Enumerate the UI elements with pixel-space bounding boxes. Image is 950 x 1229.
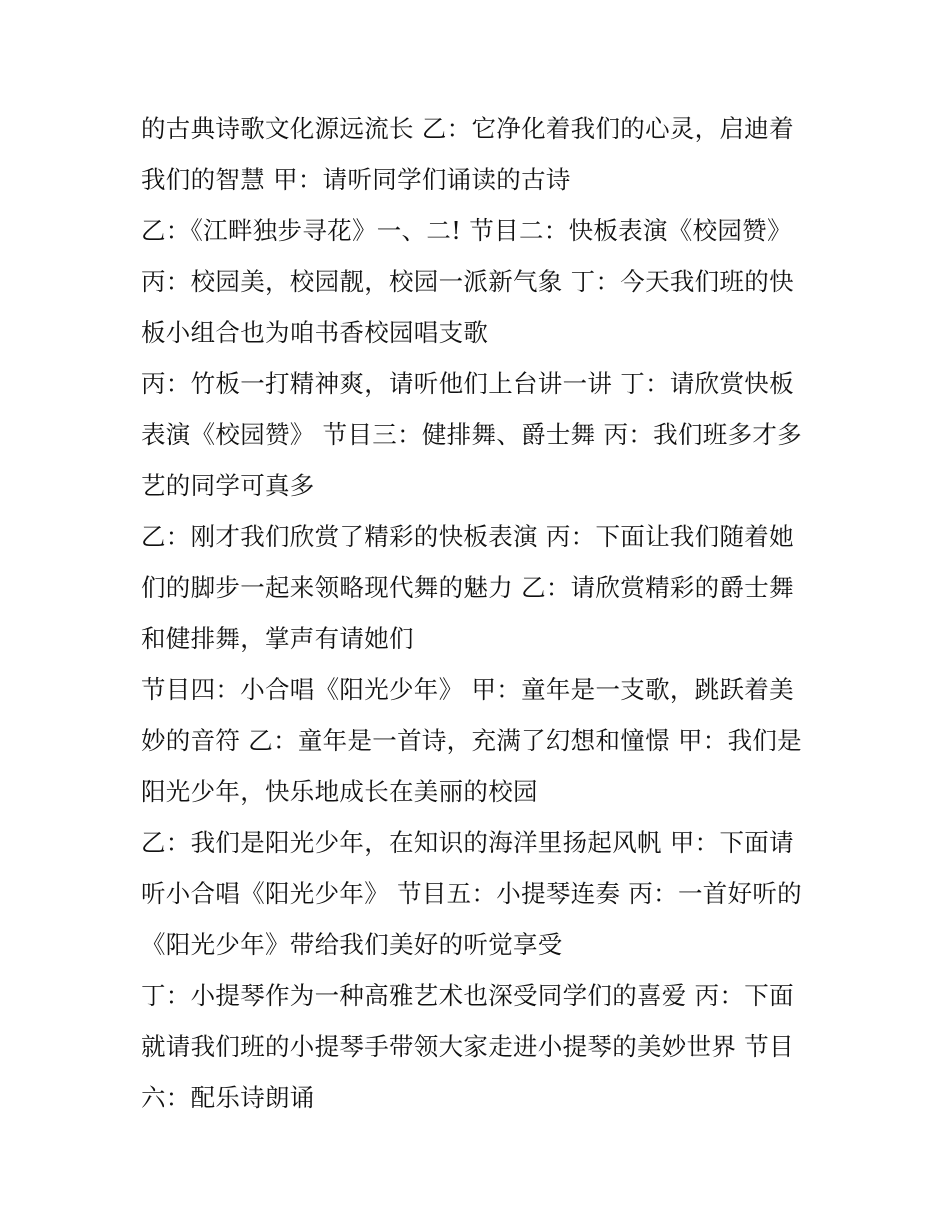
text-line-11: 和健排舞，掌声有请她们 [141,624,414,653]
text-line-15: 乙：我们是阳光少年，在知识的海洋里扬起风帆 甲：下面请 [141,828,794,857]
text-line-7: 表演《校园赞》 节目三：健排舞、爵士舞 丙：我们班多才多 [141,420,802,449]
text-line-13: 妙的音符 乙：童年是一首诗，充满了幻想和憧憬 甲：我们是 [141,726,802,755]
text-line-14: 阳光少年，快乐地成长在美丽的校园 [141,777,538,806]
text-line-3: 乙：《江畔独步寻花》一、二! 节目二：快板表演《校园赞》 [141,216,792,245]
text-line-4: 丙：校园美，校园靓，校园一派新气象 丁：今天我们班的快 [141,267,794,296]
text-line-6: 丙：竹板一打精神爽，请听他们上台讲一讲 丁：请欣赏快板 [141,369,794,398]
text-line-8: 艺的同学可真多 [141,471,315,500]
text-line-18: 丁：小提琴作为一种高雅艺术也深受同学们的喜爱 丙：下面 [141,981,794,1010]
text-line-12: 节目四：小合唱《阳光少年》 甲：童年是一支歌，跳跃着美 [141,675,794,704]
text-line-10: 们的脚步一起来领略现代舞的魅力 乙：请欣赏精彩的爵士舞 [141,573,794,602]
text-line-2: 我们的智慧 甲：请听同学们诵读的古诗 [141,165,571,194]
text-line-19: 就请我们班的小提琴手带领大家走进小提琴的美妙世界 节目 [141,1032,794,1061]
text-line-1: 的古典诗歌文化源远流长 乙：它净化着我们的心灵，启迪着 [141,114,794,143]
text-line-20: 六：配乐诗朗诵 [141,1083,315,1112]
text-line-17: 《阳光少年》带给我们美好的听觉享受 [141,930,563,959]
text-line-9: 乙：刚才我们欣赏了精彩的快板表演 丙：下面让我们随着她 [141,522,794,551]
text-line-5: 板小组合也为咱书香校园唱支歌 [141,318,489,347]
text-line-16: 听小合唱《阳光少年》 节目五：小提琴连奏 丙：一首好听的 [141,879,802,908]
